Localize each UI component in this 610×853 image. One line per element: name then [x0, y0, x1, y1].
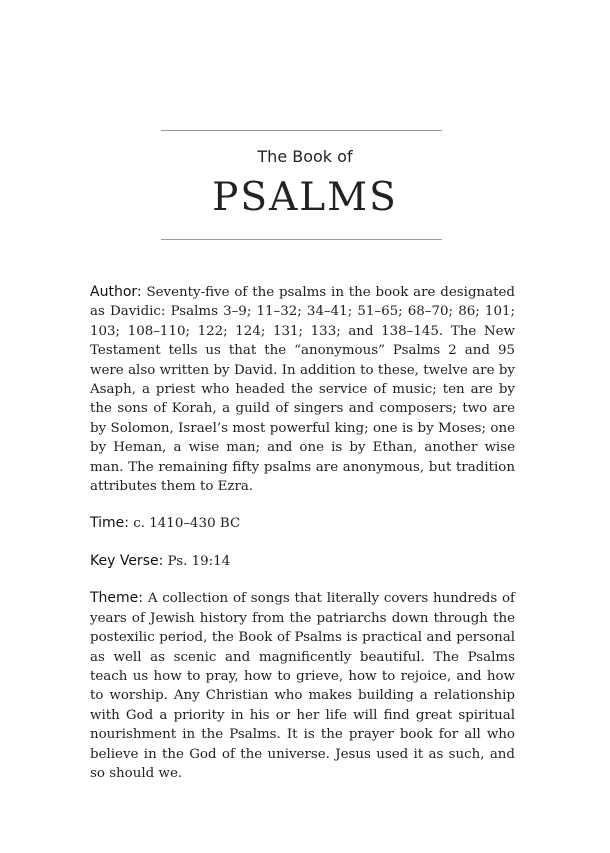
top-divider: [161, 130, 442, 131]
key-verse-text: Ps. 19:14: [167, 553, 231, 569]
book-title: PSALMS: [212, 175, 398, 220]
book-subtitle: The Book of: [257, 147, 353, 166]
author-label: Author:: [90, 284, 142, 300]
key-verse-paragraph: [90, 552, 515, 571]
bottom-divider: [161, 239, 442, 240]
book-introduction: [90, 283, 515, 801]
author-paragraph: [90, 283, 515, 496]
theme-text: A collection of songs that literally covers hundreds of years of Jewish history from the patriarchs down through the postexilic period, the Book of Psalms is practical and personal as well as scenic and magnificently beautiful. The Psalms teach us how to pray, how to grieve, how to rejoice, and how to worship. Any Christian who makes building a relationship with God a priority in his or her life will find great spiritual nourishment in the Psalms. It is the prayer book for all who believe in the God of the universe. Jesus used it as such, and so should we.: [90, 591, 516, 781]
time-paragraph: [90, 514, 515, 533]
author-text: Seventy-five of the psalms in the book are designated as Davidic: Psalms 3–9; 11–32; 34–41; 51–65; 68–70; 86; 101; 103; 108–110; 122; 124; 131; 133; and 138–145. The New Testament tells us that the “anonymous” Psalms 2 and 95 were also written by David. In addition to these, twelve are by Asaph, a priest who headed the service of music; ten are by the sons of Korah, a guild of singers and composers; two are by Solomon, Israel’s most powerful king; one is by Moses; one by Heman, a wise man; and one is by Ethan, another wise man. The remaining fifty psalms are anonymous, but tradition attributes them to Ezra.: [90, 285, 515, 495]
time-label: Time:: [90, 515, 129, 532]
key-verse-label: Key Verse:: [90, 552, 164, 569]
theme-paragraph: [90, 589, 515, 783]
time-text: c. 1410–430 BC: [133, 516, 241, 532]
theme-label: Theme:: [90, 590, 144, 607]
